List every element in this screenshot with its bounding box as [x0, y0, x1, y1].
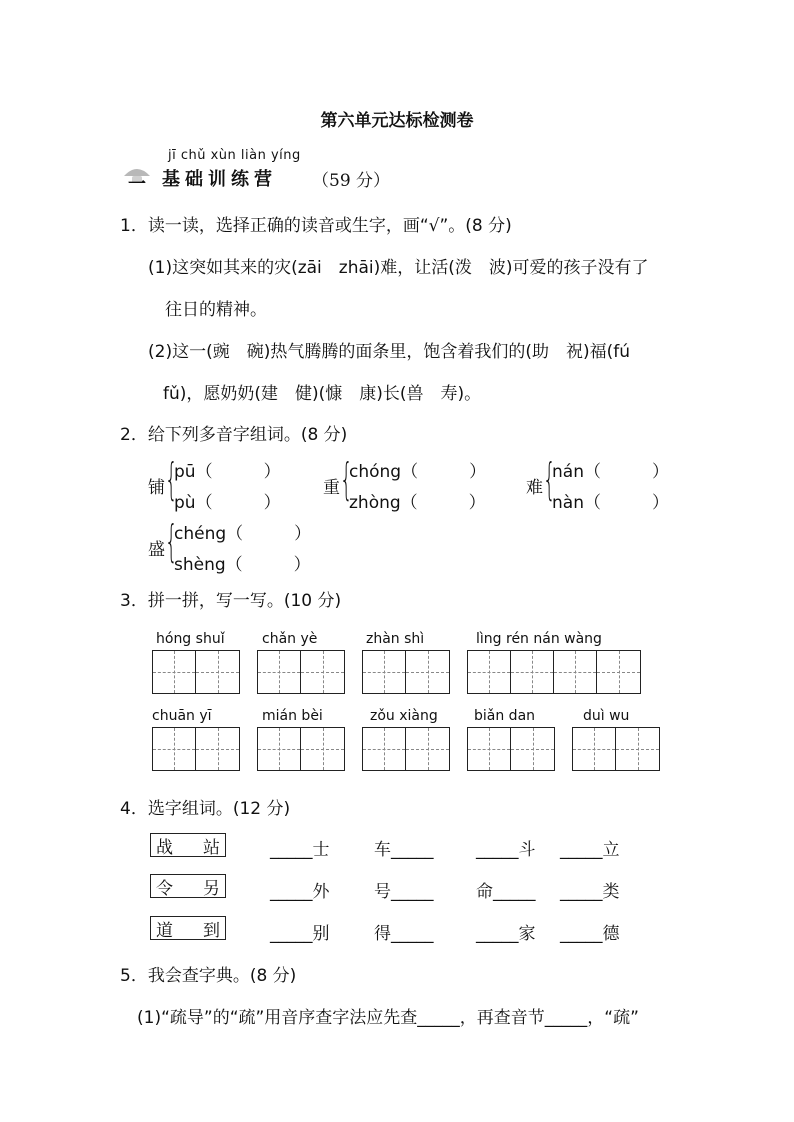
- char-option: 到: [203, 920, 220, 941]
- writing-grid: [152, 727, 240, 771]
- brace: {: [165, 516, 178, 567]
- fill-word: _____外: [270, 882, 330, 902]
- q1-line: (2)这一(豌 碗)热气腾腾的面条里，饱含着我们的(助 祝)福(fú: [148, 342, 631, 362]
- fill-word: _____士: [270, 840, 330, 860]
- pinyin-label: biǎn dan: [474, 708, 536, 724]
- fill-word: 车_____: [374, 840, 434, 860]
- fill-word: 命_____: [476, 882, 536, 902]
- fill-word: _____类: [560, 882, 620, 902]
- polyphone-reading: pù（ ）: [174, 493, 281, 513]
- writing-grid: [257, 650, 345, 694]
- brace: {: [340, 454, 353, 505]
- char-option: 令: [156, 878, 173, 899]
- brace: {: [165, 454, 178, 505]
- polyphone-char: 难: [526, 478, 543, 498]
- section-pinyin: jī chǔ xùn liàn yíng: [168, 148, 301, 163]
- fill-word: 号_____: [374, 882, 434, 902]
- polyphone-reading: chóng（ ）: [349, 462, 487, 482]
- polyphone-reading: zhòng（ ）: [349, 493, 486, 513]
- polyphone-reading: nàn（ ）: [552, 493, 669, 513]
- q1-line: 往日的精神。: [165, 300, 267, 320]
- polyphone-reading: shèng（ ）: [174, 555, 311, 575]
- pinyin-label: zhàn shì: [366, 631, 425, 647]
- q1-line: fǔ)，愿奶奶(建 健)(慷 康)长(兽 寿)。: [163, 384, 482, 404]
- polyphone-reading: pū（ ）: [174, 462, 281, 482]
- section-number: 一: [128, 174, 146, 195]
- polyphone-char: 铺: [148, 478, 165, 498]
- fill-word: _____立: [560, 840, 620, 860]
- q3-prompt: 3．拼一拼，写一写。(10 分): [120, 591, 342, 611]
- writing-grid: [467, 650, 641, 694]
- fill-word: _____家: [476, 924, 536, 944]
- writing-grid: [362, 650, 450, 694]
- char-option: 道: [156, 920, 173, 941]
- section-score: （59 分）: [312, 171, 391, 191]
- fill-word: _____德: [560, 924, 620, 944]
- char-pair-box: [150, 833, 226, 857]
- fill-word: 得_____: [374, 924, 434, 944]
- polyphone-char: 重: [323, 478, 340, 498]
- pinyin-label: hóng shuǐ: [156, 631, 225, 647]
- q2-prompt: 2．给下列多音字组词。(8 分): [120, 425, 348, 445]
- writing-grid: [362, 727, 450, 771]
- polyphone-reading: nán（ ）: [552, 462, 669, 482]
- fill-word: _____别: [270, 924, 330, 944]
- q1-line: (1)这突如其来的灾(zāi zhāi)难，让活(泼 波)可爱的孩子没有了: [148, 258, 649, 278]
- char-option: 战: [156, 837, 173, 858]
- pinyin-label: lìng rén nán wàng: [476, 631, 602, 647]
- q4-prompt: 4．选字组词。(12 分): [120, 799, 291, 819]
- q1-prompt: 1．读一读，选择正确的读音或生字，画“√”。(8 分): [120, 216, 512, 236]
- writing-grid: [572, 727, 660, 771]
- polyphone-char: 盛: [148, 540, 165, 560]
- pinyin-label: zǒu xiàng: [370, 708, 438, 724]
- polyphone-reading: chéng（ ）: [174, 524, 312, 544]
- q5-prompt: 5．我会查字典。(8 分): [120, 966, 297, 986]
- pinyin-label: chǎn yè: [262, 631, 318, 647]
- char-pair-box: [150, 916, 226, 940]
- char-option: 站: [203, 837, 220, 858]
- writing-grid: [467, 727, 555, 771]
- pinyin-label: mián bèi: [262, 708, 323, 724]
- char-option: 另: [203, 878, 220, 899]
- q5-line: (1)“疏导”的“疏”用音序查字法应先查_____，再查音节_____，“疏”: [137, 1008, 639, 1028]
- page-title: 第六单元达标检测卷: [320, 111, 474, 131]
- fill-word: _____斗: [476, 840, 536, 860]
- pinyin-label: chuān yī: [152, 708, 212, 724]
- section-title: 基础训练营: [162, 169, 277, 190]
- char-pair-box: [150, 874, 226, 898]
- writing-grid: [152, 650, 240, 694]
- brace: {: [543, 454, 556, 505]
- writing-grid: [257, 727, 345, 771]
- pinyin-label: duì wu: [583, 708, 630, 724]
